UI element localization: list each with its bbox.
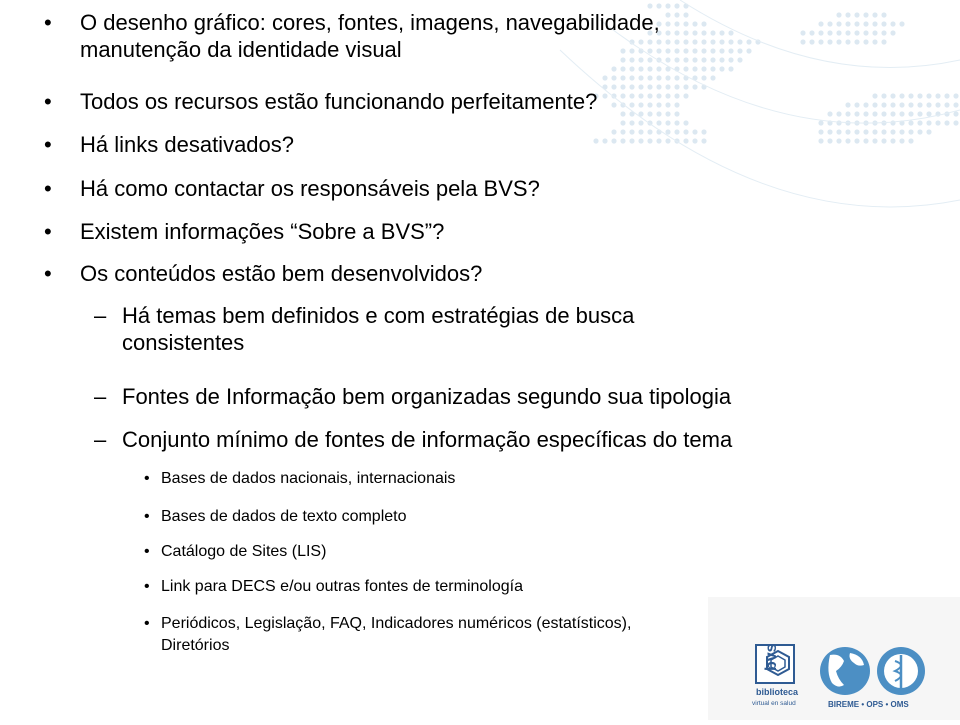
globe-icon (818, 645, 872, 697)
bvs-mark-text: bvs (763, 643, 780, 671)
bullet-text: Todos os recursos estão funcionando perfeitamente? (80, 89, 598, 114)
bireme-caption: BIREME • OPS • OMS (828, 700, 909, 709)
bullet-dot: • (44, 89, 52, 114)
sub-bullet-dash: – (94, 384, 107, 409)
bullet-dot: • (144, 615, 150, 632)
sub-sub-bullet-text: Diretórios (161, 637, 230, 654)
bullet-dot: • (144, 508, 150, 525)
bullet-dot: • (44, 132, 52, 157)
bullet-text: Os conteúdos estão bem desenvolvidos? (80, 261, 483, 286)
bullet-dot: • (44, 10, 52, 35)
bullet-text: Há como contactar os responsáveis pela BVS? (80, 176, 540, 201)
sub-bullet-text: Conjunto mínimo de fontes de informação específicas do tema (122, 427, 733, 452)
sub-sub-bullet-text: Periódicos, Legislação, FAQ, Indicadores numéricos (estatísticos), (161, 615, 632, 632)
sub-sub-bullet-text: Bases de dados de texto completo (161, 508, 407, 525)
bullet-dot: • (44, 219, 52, 244)
who-emblem-icon (874, 645, 928, 697)
bullet-text: Existem informações “Sobre a BVS”? (80, 219, 445, 244)
sub-sub-bullet-text: Bases de dados nacionais, internacionais (161, 470, 456, 487)
sub-bullet-dash: – (94, 303, 107, 328)
bvs-logo-text-1: biblioteca (756, 687, 799, 697)
bullet-dot: • (144, 578, 150, 595)
sub-bullet-dash: – (94, 427, 107, 452)
sub-bullet-text: Há temas bem definidos e com estratégias de busca (122, 303, 635, 328)
bullet-text: manutenção da identidade visual (80, 37, 402, 62)
sub-sub-bullet-text: Link para DECS e/ou outras fontes de terminología (161, 578, 523, 595)
sub-bullet-text: Fontes de Informação bem organizadas segundo sua tipologia (122, 384, 732, 409)
bullet-dot: • (144, 470, 150, 487)
bullet-dot: • (144, 543, 150, 560)
bullet-text: Há links desativados? (80, 132, 295, 157)
bullet-text: O desenho gráfico: cores, fontes, imagens, navegabilidade, (80, 10, 660, 35)
sub-sub-bullet-text: Catálogo de Sites (LIS) (161, 543, 327, 560)
bullet-dot: • (44, 176, 52, 201)
bvs-logo-text-2: virtual en salud (752, 700, 796, 707)
bullet-dot: • (44, 261, 52, 286)
sub-bullet-text: consistentes (122, 330, 245, 355)
logo-panel (708, 597, 960, 720)
